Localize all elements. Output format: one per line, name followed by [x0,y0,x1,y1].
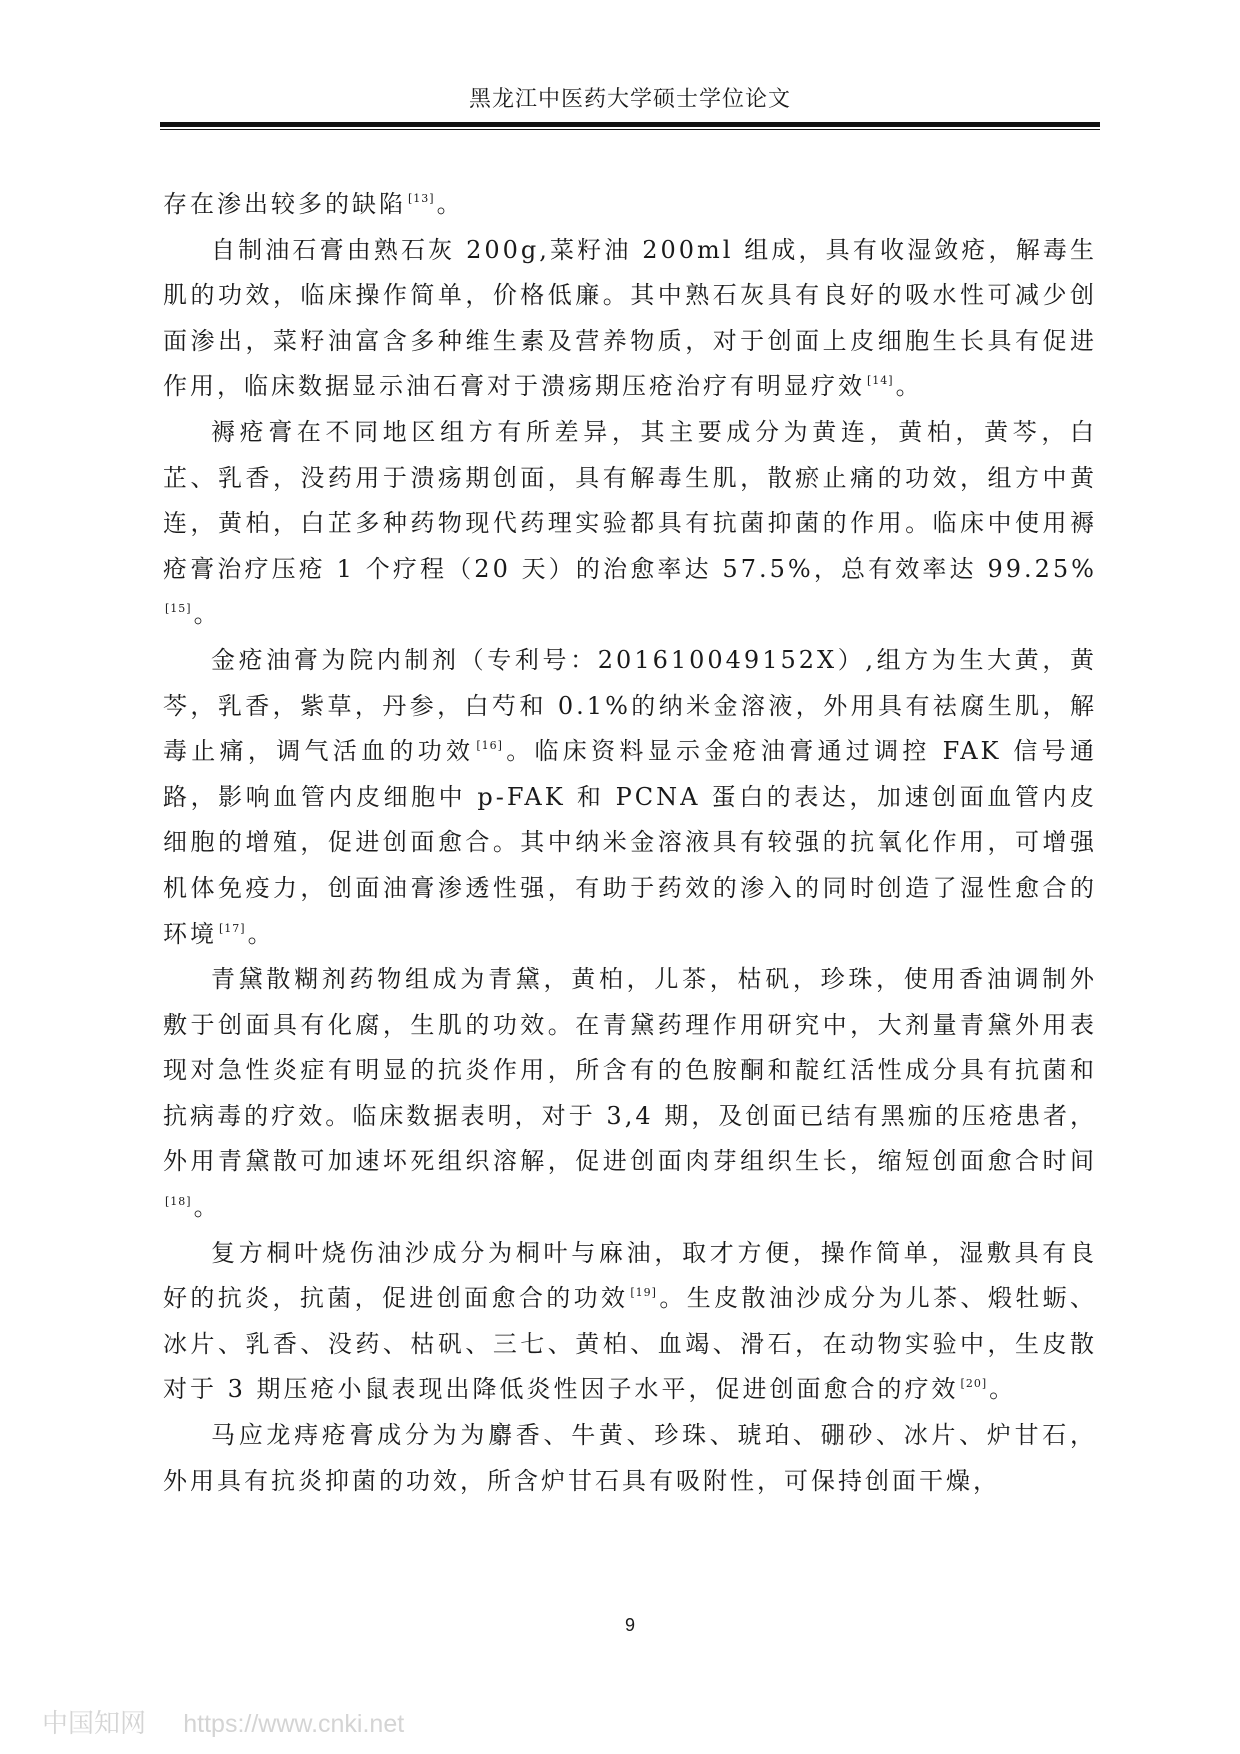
text-run: 。 [436,190,464,218]
text-run: 。 [989,1375,1017,1404]
text-run: 自制油石膏由熟石灰 200g,菜籽油 200ml 组成，具有收湿敛疮，解毒生肌的功效，临床操作简单，价格低廉。其中熟石灰具有良好的吸水性可减少创面渗出，菜籽油富含多种维生素及营养物质，对于创面上皮细胞生长具有促进作用，临床数据显示油石膏对于溃疡期压疮治疗有明显疗效 [163,235,1097,401]
citation-ref: [17] [219,921,246,935]
text-run: 。 [895,372,923,401]
page-number: 9 [624,1615,635,1635]
citation-ref: [16] [476,739,503,753]
citation-ref: [13] [408,192,435,205]
text-run: 复方桐叶烧伤油沙成分为桐叶与麻油，取才方便，操作简单，湿敷具有良好的抗炎，抗菌，促进创面愈合的功效 [163,1238,1097,1313]
citation-ref: [15] [165,602,192,616]
paragraph [163,1231,1097,1413]
text-run: 存在渗出较多的缺陷 [163,190,406,218]
paragraph [163,228,1097,410]
citation-ref: [19] [630,1286,657,1300]
paragraph [163,410,1097,638]
body-text [163,182,1097,1504]
paragraph [163,1413,1097,1504]
text-run: 。临床资料显示金疮油膏通过调控 FAK 信号通路，影响血管内皮细胞中 p-FAK 和 PCNA 蛋白的表达，加速创面血管内皮细胞的增殖，促进创面愈合。其中纳米金溶液具有较强的抗氧化作用，可增强机体免疫力，创面油膏渗透性强，有助于药效的渗入的同时创造了湿性愈合的环境 [163,737,1097,948]
text-run: 青黛散糊剂药物组成为青黛，黄柏，儿茶，枯矾，珍珠，使用香油调制外敷于创面具有化腐，生肌的功效。在青黛药理作用研究中，大剂量青黛外用表现对急性炎症有明显的抗炎作用，所含有的色胺酮和靛红活性成分具有抗菌和抗病毒的疗效。临床数据表明，对于 3,4 期，及创面已结有黑痂的压疮患者，外用青黛散可加速坏死组织溶解，促进创面肉芽组织生长，缩短创面愈合时间 [163,965,1097,1176]
citation-ref: [18] [165,1195,192,1209]
text-run: 褥疮膏在不同地区组方有所差异，其主要成分为黄连，黄柏，黄芩，白芷、乳香，没药用于溃疡期创面，具有解毒生肌，散瘀止痛的功效，组方中黄连，黄柏，白芷多种药物现代药理实验都具有抗菌抑菌的作用。临床中使用褥疮膏治疗压疮 1 个疗程（20 天）的治愈率达 57.5%，总有效率达 99.25% [163,417,1097,583]
citation-ref: [20] [960,1377,988,1391]
text-run: 。 [247,919,275,948]
watermark-url: https://www.cnki.net [183,1710,405,1738]
running-header: 黑龙江中医药大学硕士学位论文 [468,87,791,112]
paragraph [163,638,1097,957]
citation-ref: [14] [867,374,894,388]
paragraph [163,957,1097,1231]
paragraph [163,182,1097,228]
text-run: 。 [193,1193,221,1222]
watermark-brand: 中国知网 [42,1708,147,1738]
text-run: 马应龙痔疮膏成分为为麝香、牛黄、珍珠、琥珀、硼砂、冰片、炉甘石，外用具有抗炎抑菌的功效，所含炉甘石具有吸附性，可保持创面干燥， [163,1421,1097,1495]
header-rule-thin [160,129,1100,130]
text-run: 。 [193,600,221,629]
header-rule-thick [160,122,1100,127]
text-run: 金疮油膏为院内制剂（专利号：201610049152X）,组方为生大黄，黄芩，乳香，紫草，丹参，白芍和 0.1%的纳米金溶液，外用具有祛腐生肌，解毒止痛，调气活血的功效 [163,645,1097,766]
watermark [42,1708,404,1739]
text-run: 。生皮散油沙成分为儿茶、煅牡蛎、冰片、乳香、没药、枯矾、三七、黄柏、血竭、滑石，在动物实验中，生皮散对于 3 期压疮小鼠表现出降低炎性因子水平，促进创面愈合的疗效 [163,1284,1097,1404]
